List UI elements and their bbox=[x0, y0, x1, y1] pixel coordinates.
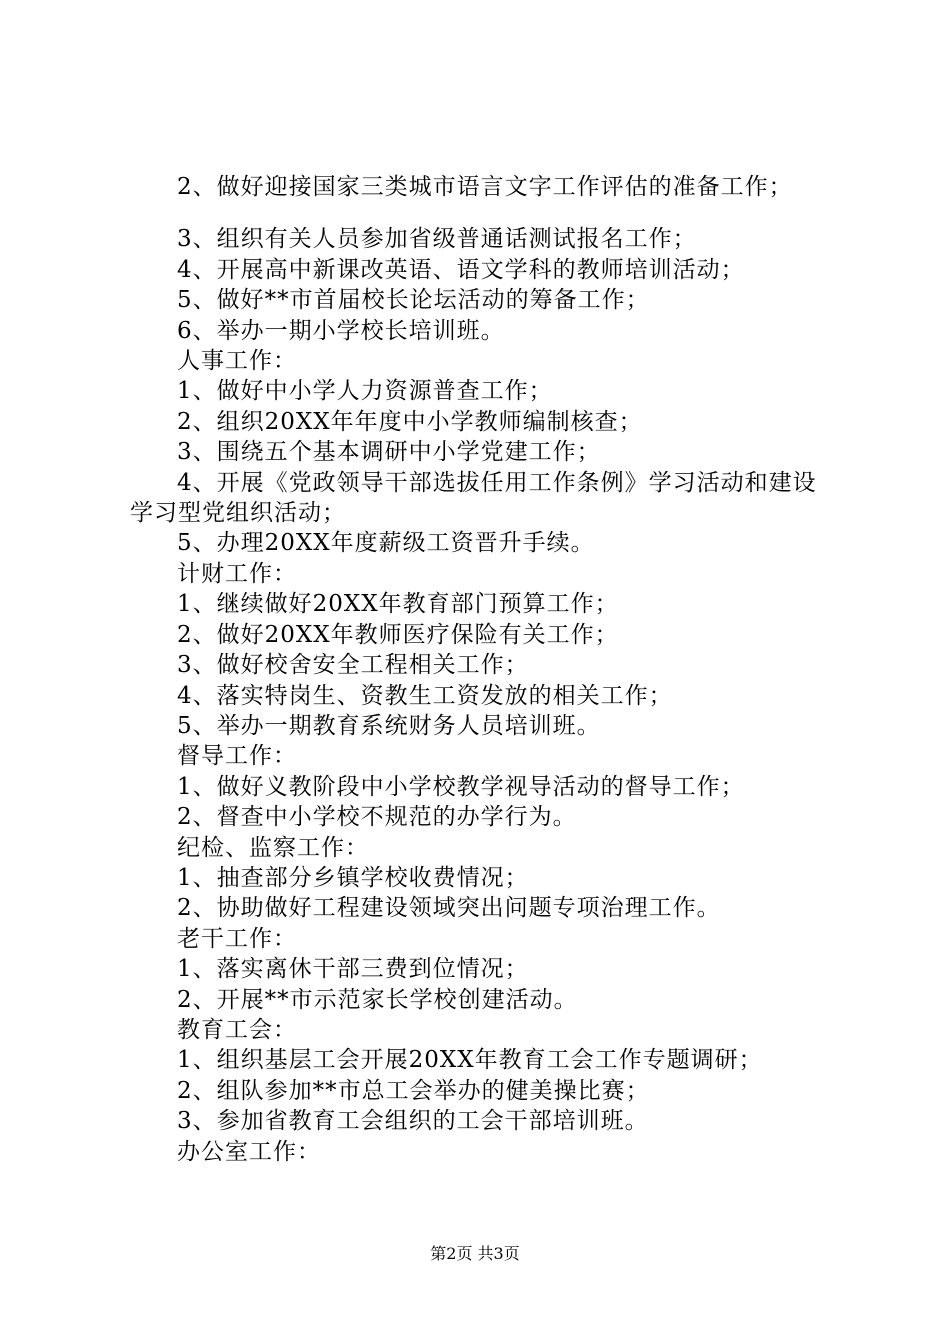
text-line: 6、举办一期小学校长培训班。 bbox=[177, 317, 505, 344]
section-heading: 人事工作： bbox=[177, 348, 297, 375]
section-heading: 教育工会： bbox=[177, 1016, 297, 1043]
text-line: 5、办理20XX年度薪级工资晋升手续。 bbox=[177, 530, 595, 557]
text-line: 2、组队参加**市总工会举办的健美操比赛； bbox=[177, 1077, 650, 1104]
text-line: 1、抽查部分乡镇学校收费情况； bbox=[177, 864, 529, 891]
text-line: 1、落实离休干部三费到位情况； bbox=[177, 956, 529, 983]
text-line: 5、举办一期教育系统财务人员培训班。 bbox=[177, 712, 601, 739]
document-body bbox=[130, 172, 840, 1167]
paragraph-gap bbox=[130, 202, 840, 224]
text-line: 1、做好中小学人力资源普查工作； bbox=[177, 378, 553, 405]
text-line: 1、做好义教阶段中小学校教学视导活动的督导工作； bbox=[177, 773, 745, 800]
text-line: 1、继续做好20XX年教育部门预算工作； bbox=[177, 591, 619, 618]
page-footer: 第2页 共3页 bbox=[430, 1244, 520, 1263]
text-line: 2、做好20XX年教师医疗保险有关工作； bbox=[177, 621, 619, 648]
section-heading: 纪检、监察工作： bbox=[177, 834, 369, 861]
section-heading: 办公室工作： bbox=[177, 1138, 321, 1165]
text-line: 2、协助做好工程建设领域突出问题专项治理工作。 bbox=[177, 895, 721, 922]
text-line: 2、督查中小学校不规范的办学行为。 bbox=[177, 804, 577, 831]
text-line: 2、组织20XX年年度中小学教师编制核查； bbox=[177, 408, 643, 435]
text-line-wrapped: 4、开展《党政领导干部选拔任用工作条例》学习活动和建设学习型党组织活动； bbox=[130, 469, 817, 527]
section-heading: 计财工作： bbox=[177, 560, 297, 587]
text-line: 3、做好校舍安全工程相关工作； bbox=[177, 652, 529, 679]
text-line: 2、做好迎接国家三类城市语言文字工作评估的准备工作； bbox=[177, 174, 793, 200]
section-heading: 老干工作： bbox=[177, 925, 297, 952]
text-line: 4、开展高中新课改英语、语文学科的教师培训活动； bbox=[177, 256, 745, 283]
text-line: 2、开展**市示范家长学校创建活动。 bbox=[177, 986, 578, 1013]
text-line: 4、落实特岗生、资教生工资发放的相关工作； bbox=[177, 682, 673, 709]
text-line: 3、围绕五个基本调研中小学党建工作； bbox=[177, 439, 601, 466]
text-line: 3、组织有关人员参加省级普通话测试报名工作； bbox=[177, 226, 697, 253]
section-heading: 督导工作： bbox=[177, 743, 297, 770]
text-line: 3、参加省教育工会组织的工会干部培训班。 bbox=[177, 1108, 649, 1135]
text-line: 5、做好**市首届校长论坛活动的筹备工作； bbox=[177, 287, 650, 314]
text-line: 1、组织基层工会开展20XX年教育工会工作专题调研； bbox=[177, 1047, 763, 1074]
